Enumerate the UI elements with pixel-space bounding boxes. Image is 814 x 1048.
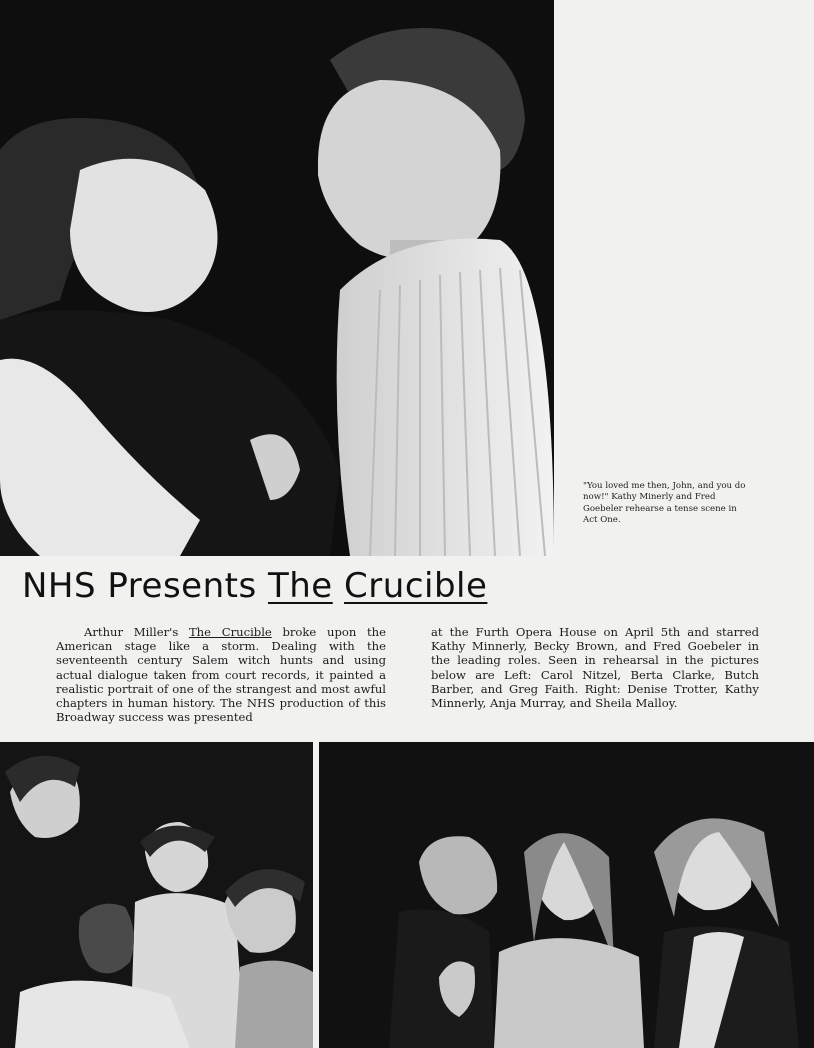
article-column-right: at the Furth Opera House on April 5th and starred Kathy Minnerly, Becky Brown, and Fred Goebeler in the leading roles. Seen in rehearsal in the pictures below are Left: Carol Nitzel, Berta Clarke, Butch Barber, and Greg Faith. Right: Denise Trotter, Kathy Minnerly, Anja Murray, and Sheila Malloy. bbox=[431, 625, 759, 711]
article-column-left bbox=[56, 625, 386, 724]
bottom-right-rehearsal-photo bbox=[319, 742, 814, 1048]
top-photo-caption: "You loved me then, John, and you do now!" Kathy Minerly and Fred Goebeler rehearse a tense scene in Act One. bbox=[583, 481, 746, 526]
headline-title-word-1: The bbox=[267, 566, 333, 606]
headline-prefix: NHS Presents bbox=[22, 566, 268, 606]
article-left-part-1: Arthur Miller's bbox=[84, 625, 189, 639]
bottom-left-rehearsal-photo bbox=[0, 742, 313, 1048]
article-play-title: The Crucible bbox=[188, 625, 272, 639]
top-rehearsal-photo bbox=[0, 0, 554, 556]
page-headline bbox=[22, 566, 802, 606]
headline-title-word-2: Crucible bbox=[344, 566, 488, 606]
article-left-part-2: broke upon the American stage like a storm. Dealing with the seventeenth century Salem witch hunts and using actual dialogue taken from court records, it painted a realistic portrait of one of the strangest and most awful chapters in human history. The NHS production of this Broadway success was presented bbox=[56, 625, 386, 725]
